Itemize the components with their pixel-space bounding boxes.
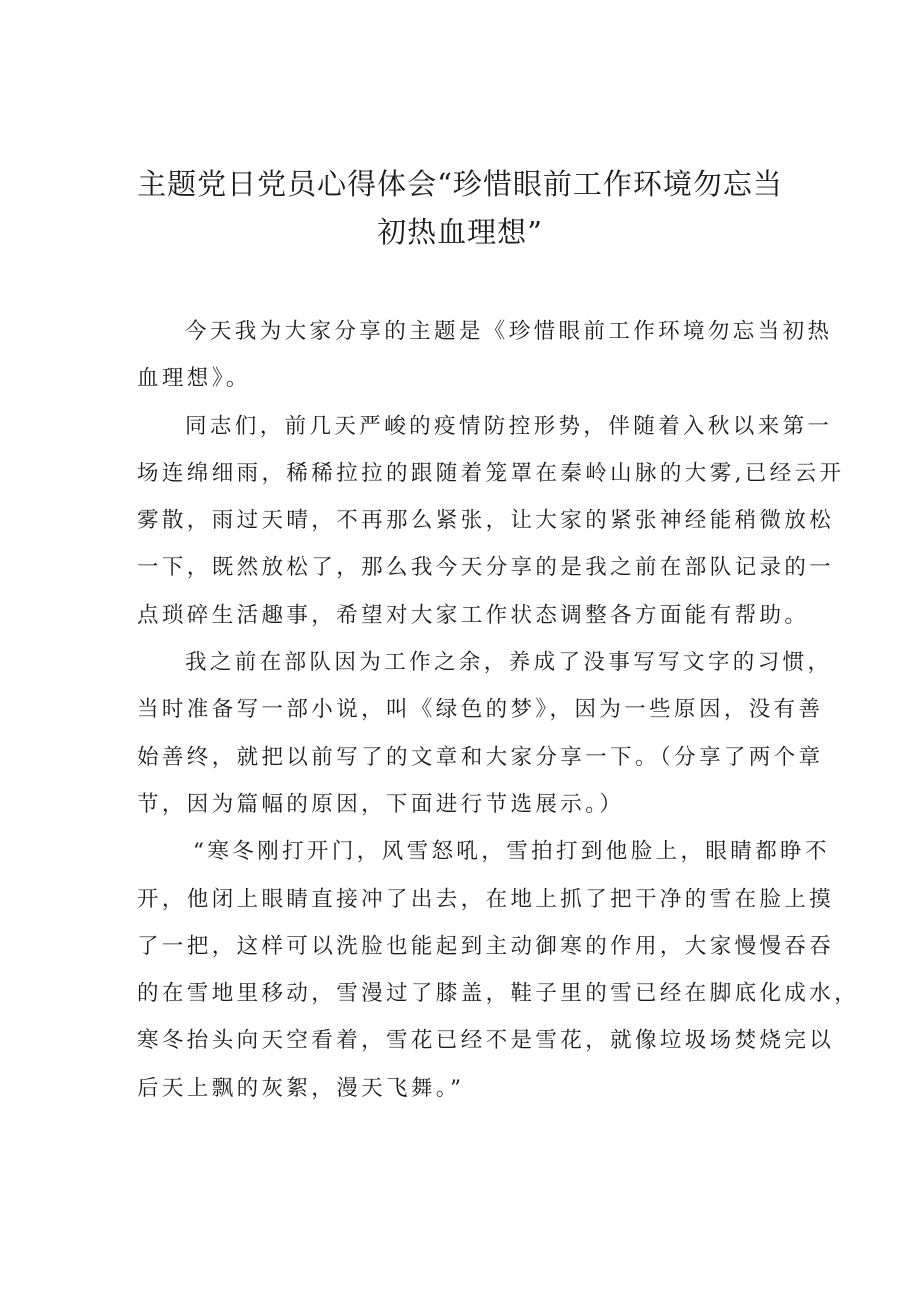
- paragraph-line: 一下，既然放松了，那么我今天分享的是我之前在部队记录的一: [137, 555, 835, 581]
- paragraph-line: 始善终，就把以前写了的文章和大家分享一下。（分享了两个章: [137, 744, 824, 770]
- paragraph-line: 了一把，这样可以洗脸也能起到主动御寒的作用，大家慢慢吞吞: [137, 933, 835, 959]
- title-line: 主题党日党员心得体会“珍惜眼前工作环境勿忘当: [137, 167, 783, 201]
- paragraph-line: 我之前在部队因为工作之余，养成了没事写写文字的习惯，: [185, 650, 833, 676]
- paragraph-line: 点琐碎生活趣事，希望对大家工作状态调整各方面能有帮助。: [137, 602, 810, 628]
- paragraph-line: 场连绵细雨，稀稀拉拉的跟随着笼罩在秦岭山脉的大雾,已经云开: [137, 460, 845, 486]
- paragraph-line: 同志们，前几天严峻的疫情防控形势，伴随着入秋以来第一: [185, 413, 833, 439]
- paragraph-context: [137, 403, 845, 639]
- paragraph-line: 后天上飘的灰絮，漫天飞舞。”: [137, 1075, 465, 1101]
- paragraph-line: 寒冬抬头向天空看着，雪花已经不是雪花，就像垃圾场焚烧完以: [137, 1028, 835, 1054]
- paragraph-line: 雾散，雨过天晴，不再那么紧张，让大家的紧张神经能稍微放松: [137, 508, 835, 534]
- title-line: 初热血理想”: [377, 215, 543, 249]
- document-title: [130, 160, 790, 256]
- paragraph-line: 血理想》。: [137, 366, 251, 392]
- paragraph-line: 开，他闭上眼睛直接冲了出去，在地上抓了把干净的雪在脸上摸: [137, 886, 835, 912]
- paragraph-line: 当时准备写一部小说，叫《绿色的梦》，因为一些原因，没有善: [137, 697, 824, 723]
- paragraph-background: [137, 639, 833, 828]
- paragraph-line: “寒冬刚打开门，风雪怒吼，雪拍打到他脸上，眼睛都睁不: [193, 839, 830, 865]
- paragraph-line: 今天我为大家分享的主题是《珍惜眼前工作环境勿忘当初热: [185, 319, 833, 344]
- paragraph-line: 节，因为篇幅的原因，下面进行节选展示。）: [137, 791, 625, 817]
- paragraph-excerpt: [137, 828, 860, 1112]
- document-body: [137, 308, 860, 1112]
- paragraph-line: 的在雪地里移动，雪漫过了膝盖，鞋子里的雪已经在脚底化成水，: [137, 981, 860, 1007]
- paragraph-intro: [137, 308, 833, 403]
